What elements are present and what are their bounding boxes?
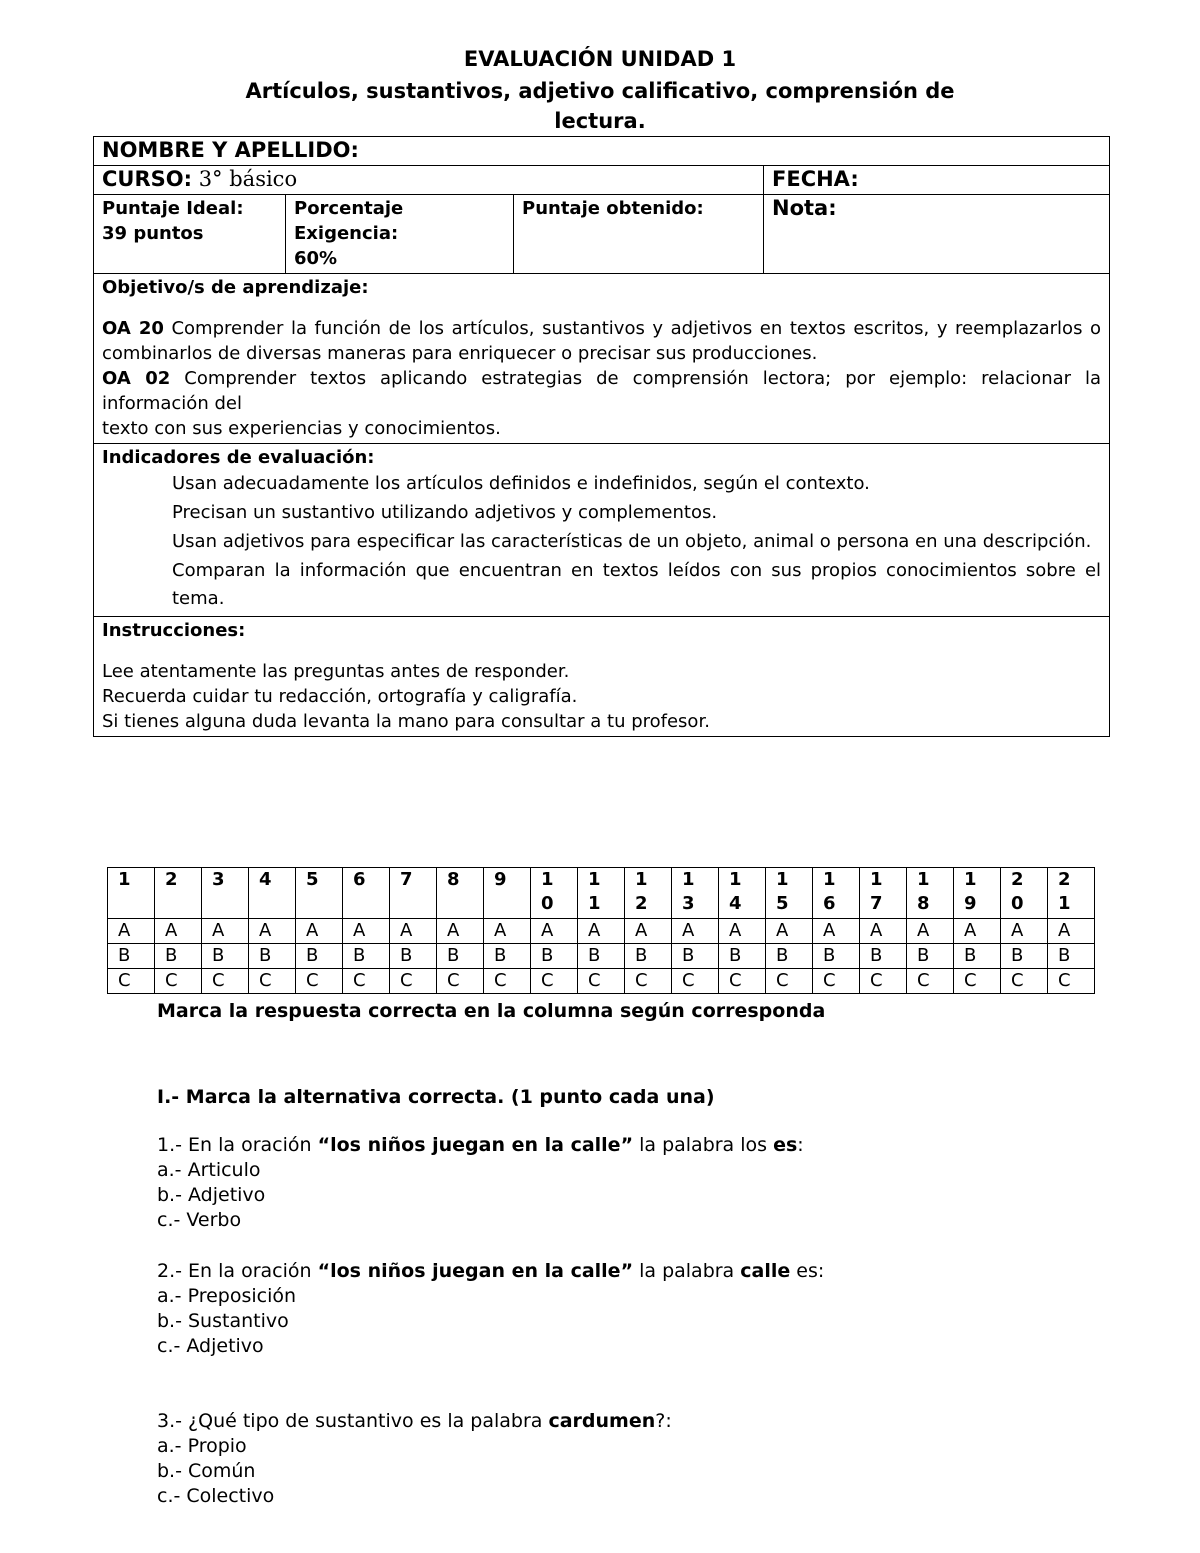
answer-grid-option-cell[interactable]: C bbox=[437, 969, 484, 994]
question-middle: la palabra los bbox=[633, 1134, 774, 1156]
answer-grid-option-cell[interactable]: C bbox=[296, 969, 343, 994]
name-label: NOMBRE Y APELLIDO: bbox=[102, 138, 359, 162]
question-number-digit: 7 bbox=[870, 893, 883, 914]
answer-grid-option-cell[interactable]: C bbox=[907, 969, 954, 994]
answer-grid-option-cell[interactable]: C bbox=[625, 969, 672, 994]
question-suffix: ?: bbox=[655, 1410, 672, 1432]
answer-option[interactable]: a.- Articulo bbox=[157, 1159, 261, 1181]
answer-option[interactable]: b.- Adjetivo bbox=[157, 1184, 266, 1206]
name-cell[interactable] bbox=[94, 137, 1110, 166]
answer-grid bbox=[107, 867, 1095, 994]
answer-grid-row-b bbox=[108, 944, 1095, 969]
question-number-digit: 1 bbox=[870, 869, 883, 890]
section-1-heading: I.- Marca la alternativa correcta. (1 punto cada una) bbox=[157, 1086, 715, 1108]
answer-grid-question-number bbox=[531, 868, 578, 919]
objective-oa02 bbox=[102, 366, 1101, 416]
answer-grid-option-cell[interactable]: A bbox=[296, 919, 343, 944]
answer-grid-option-cell[interactable]: A bbox=[390, 919, 437, 944]
answer-grid-option-cell[interactable]: A bbox=[672, 919, 719, 944]
answer-grid-option-cell[interactable]: B bbox=[155, 944, 202, 969]
question-number-digit: 1 bbox=[729, 869, 742, 890]
question-number-digit: 1 bbox=[682, 869, 695, 890]
question-bold-word: calle bbox=[740, 1260, 791, 1282]
answer-grid-question-number bbox=[296, 868, 343, 919]
answer-grid-question-number bbox=[390, 868, 437, 919]
question-number-digit: 2 bbox=[1058, 869, 1071, 890]
question-number-digit: 8 bbox=[447, 869, 460, 890]
question-number-digit: 6 bbox=[823, 893, 836, 914]
question-3 bbox=[157, 1409, 672, 1509]
answer-grid-option-cell[interactable]: A bbox=[108, 919, 155, 944]
grade-cell[interactable] bbox=[764, 195, 1110, 274]
question-number-digit: 9 bbox=[964, 893, 977, 914]
question-number-digit: 1 bbox=[635, 869, 648, 890]
oa02-code: OA 02 bbox=[102, 368, 171, 389]
answer-grid-option-cell[interactable]: A bbox=[155, 919, 202, 944]
question-stem bbox=[157, 1133, 804, 1158]
answer-grid-question-number bbox=[625, 868, 672, 919]
answer-grid-option-cell[interactable]: B bbox=[766, 944, 813, 969]
answer-grid-option-cell[interactable]: C bbox=[813, 969, 860, 994]
answer-grid-option-cell[interactable]: A bbox=[1001, 919, 1048, 944]
question-suffix: es: bbox=[790, 1260, 825, 1282]
page-title: EVALUACIÓN UNIDAD 1 bbox=[463, 47, 737, 71]
question-1 bbox=[157, 1133, 804, 1233]
ideal-score-cell bbox=[94, 195, 286, 274]
question-suffix: : bbox=[797, 1134, 804, 1156]
answer-grid-option-cell[interactable]: C bbox=[1048, 969, 1095, 994]
answer-grid-option-cell[interactable]: C bbox=[766, 969, 813, 994]
instructions-row bbox=[94, 617, 1110, 737]
question-quote: “los niños juegan en la calle” bbox=[317, 1134, 634, 1156]
obtained-score-label: Puntaje obtenido: bbox=[522, 198, 704, 219]
answer-grid-option-cell[interactable]: A bbox=[766, 919, 813, 944]
indicators-heading: Indicadores de evaluación: bbox=[102, 447, 375, 468]
answer-grid-question-number bbox=[766, 868, 813, 919]
question-number-digit: 1 bbox=[776, 869, 789, 890]
answer-grid-question-number bbox=[860, 868, 907, 919]
question-number-digit: 1 bbox=[118, 869, 131, 890]
answer-grid-question-number bbox=[249, 868, 296, 919]
indicator-item: Precisan un sustantivo utilizando adjetivos y complementos. bbox=[172, 502, 718, 523]
answer-grid-option-cell[interactable]: A bbox=[625, 919, 672, 944]
answer-grid-option-cell[interactable]: B bbox=[296, 944, 343, 969]
answer-option[interactable]: c.- Colectivo bbox=[157, 1485, 275, 1507]
answer-grid-option-cell[interactable]: B bbox=[437, 944, 484, 969]
course-cell[interactable] bbox=[94, 166, 764, 195]
answer-grid-option-cell[interactable]: B bbox=[108, 944, 155, 969]
answer-grid-option-cell[interactable]: A bbox=[531, 919, 578, 944]
question-2 bbox=[157, 1259, 824, 1359]
indicator-item: Usan adecuadamente los artículos definidos e indefinidos, según el contexto. bbox=[172, 473, 870, 494]
answer-grid-option-cell[interactable]: B bbox=[202, 944, 249, 969]
page-subtitle-cont: lectura. bbox=[554, 109, 646, 133]
answer-grid-option-cell[interactable]: A bbox=[860, 919, 907, 944]
answer-grid-option-cell[interactable]: C bbox=[1001, 969, 1048, 994]
question-number-digit: 3 bbox=[212, 869, 225, 890]
answer-grid-option-cell[interactable]: A bbox=[437, 919, 484, 944]
answer-option[interactable]: c.- Adjetivo bbox=[157, 1335, 264, 1357]
indicator-item: Usan adjetivos para especificar las características de un objeto, animal o persona en una descripción. bbox=[172, 531, 1092, 552]
answer-grid-option-cell[interactable]: B bbox=[954, 944, 1001, 969]
question-number-digit: 0 bbox=[1011, 893, 1024, 914]
obtained-score-cell[interactable] bbox=[514, 195, 764, 274]
header-table bbox=[93, 136, 1110, 737]
question-number-digit: 2 bbox=[635, 893, 648, 914]
answer-grid-question-number bbox=[672, 868, 719, 919]
answer-grid-question-number bbox=[813, 868, 860, 919]
answer-grid-option-cell[interactable]: B bbox=[813, 944, 860, 969]
question-stem bbox=[157, 1409, 672, 1434]
percentage-cell bbox=[286, 195, 514, 274]
course-label: CURSO: bbox=[102, 167, 193, 191]
answer-grid-option-cell[interactable]: B bbox=[484, 944, 531, 969]
answer-grid-row-c bbox=[108, 969, 1095, 994]
answer-grid-option-cell[interactable]: B bbox=[249, 944, 296, 969]
question-quote: “los niños juegan en la calle” bbox=[317, 1260, 634, 1282]
answer-grid-option-cell[interactable]: C bbox=[202, 969, 249, 994]
answer-grid-question-number bbox=[484, 868, 531, 919]
answer-grid-option-cell[interactable]: C bbox=[954, 969, 1001, 994]
question-number-digit: 4 bbox=[729, 893, 742, 914]
indicators-list bbox=[102, 470, 1101, 613]
question-bold-word: cardumen bbox=[548, 1410, 656, 1432]
question-bold-word: es bbox=[773, 1134, 798, 1156]
question-number-digit: 1 bbox=[588, 893, 601, 914]
answer-grid-option-cell[interactable]: B bbox=[1001, 944, 1048, 969]
answer-grid-option-cell[interactable]: A bbox=[907, 919, 954, 944]
page-subtitle: Artículos, sustantivos, adjetivo calificativo, comprensión de bbox=[245, 79, 955, 103]
answer-grid-option-cell[interactable]: B bbox=[672, 944, 719, 969]
answer-grid-option-cell[interactable]: C bbox=[484, 969, 531, 994]
course-value: 3° básico bbox=[192, 167, 298, 191]
answer-grid-option-cell[interactable]: A bbox=[484, 919, 531, 944]
answer-option[interactable]: c.- Verbo bbox=[157, 1209, 242, 1231]
answer-grid-option-cell[interactable]: A bbox=[578, 919, 625, 944]
grade-label: Nota: bbox=[772, 196, 837, 220]
answer-grid-option-cell[interactable]: A bbox=[1048, 919, 1095, 944]
question-number-digit: 0 bbox=[541, 893, 554, 914]
name-row bbox=[94, 137, 1110, 166]
answer-grid-option-cell[interactable]: B bbox=[625, 944, 672, 969]
answer-grid-option-cell[interactable]: C bbox=[860, 969, 907, 994]
answer-grid-option-cell[interactable]: C bbox=[531, 969, 578, 994]
question-number-digit: 3 bbox=[682, 893, 695, 914]
answer-grid-question-number bbox=[719, 868, 766, 919]
answer-grid-numbers-row bbox=[108, 868, 1095, 919]
answer-grid-option-cell[interactable]: A bbox=[813, 919, 860, 944]
answer-grid-row-a bbox=[108, 919, 1095, 944]
percentage-value: 60% bbox=[294, 248, 338, 269]
answer-grid-option-cell[interactable]: B bbox=[531, 944, 578, 969]
oa20-text: Comprender la función de los artículos, sustantivos y adjetivos en textos escritos, y reemplazarlos o combinarlos de diversas maneras para enriquecer o precisar sus producciones. bbox=[102, 318, 1102, 364]
question-number-digit: 1 bbox=[964, 869, 977, 890]
ideal-score-label: Puntaje Ideal: bbox=[102, 198, 244, 219]
question-number-digit: 1 bbox=[917, 869, 930, 890]
answer-option[interactable]: a.- Preposición bbox=[157, 1285, 297, 1307]
oa02-text-cont: texto con sus experiencias y conocimientos. bbox=[102, 418, 501, 439]
answer-grid-option-cell[interactable]: C bbox=[719, 969, 766, 994]
instruction-line: Recuerda cuidar tu redacción, ortografía y caligrafía. bbox=[102, 686, 578, 707]
question-middle: la palabra bbox=[633, 1260, 741, 1282]
date-label: FECHA: bbox=[772, 167, 859, 191]
answer-grid-question-number bbox=[954, 868, 1001, 919]
answer-grid-option-cell[interactable]: C bbox=[390, 969, 437, 994]
objective-oa20 bbox=[102, 316, 1101, 366]
answer-grid-option-cell[interactable]: A bbox=[954, 919, 1001, 944]
oa02-text: Comprender textos aplicando estrategias de comprensión lectora; por ejemplo: relacionar la información del bbox=[102, 368, 1102, 414]
question-number-digit: 8 bbox=[917, 893, 930, 914]
answer-grid-question-number bbox=[578, 868, 625, 919]
answer-grid-question-number bbox=[1048, 868, 1095, 919]
question-number-digit: 1 bbox=[588, 869, 601, 890]
answer-grid-option-cell[interactable]: B bbox=[860, 944, 907, 969]
answer-option[interactable]: a.- Propio bbox=[157, 1435, 247, 1457]
question-number-digit: 6 bbox=[353, 869, 366, 890]
answer-grid-question-number bbox=[108, 868, 155, 919]
answer-option[interactable]: b.- Sustantivo bbox=[157, 1310, 289, 1332]
question-number-digit: 2 bbox=[165, 869, 178, 890]
indicators-row bbox=[94, 444, 1110, 617]
objectives-row bbox=[94, 274, 1110, 444]
answer-grid-question-number bbox=[437, 868, 484, 919]
answer-grid-option-cell[interactable]: C bbox=[672, 969, 719, 994]
answer-grid-question-number bbox=[907, 868, 954, 919]
answer-grid-option-cell[interactable]: A bbox=[202, 919, 249, 944]
ideal-score-value: 39 puntos bbox=[102, 223, 204, 244]
answer-grid-option-cell[interactable]: A bbox=[343, 919, 390, 944]
date-cell[interactable] bbox=[764, 166, 1110, 195]
question-number-digit: 1 bbox=[823, 869, 836, 890]
answer-grid-option-cell[interactable]: B bbox=[719, 944, 766, 969]
question-prefix: 2.- En la oración bbox=[157, 1260, 318, 1282]
question-number-digit: 1 bbox=[1058, 893, 1071, 914]
answer-grid-option-cell[interactable]: A bbox=[719, 919, 766, 944]
answer-grid-question-number bbox=[202, 868, 249, 919]
indicator-item: Comparan la información que encuentran en textos leídos con sus propios conocimientos sobre el tema. bbox=[172, 560, 1102, 609]
answer-grid-question-number bbox=[1001, 868, 1048, 919]
question-number-digit: 4 bbox=[259, 869, 272, 890]
oa20-code: OA 20 bbox=[102, 318, 164, 339]
answer-grid-option-cell[interactable]: C bbox=[578, 969, 625, 994]
question-prefix: 3.- ¿Qué tipo de sustantivo es la palabra bbox=[157, 1410, 549, 1432]
question-number-digit: 5 bbox=[306, 869, 319, 890]
question-prefix: 1.- En la oración bbox=[157, 1134, 318, 1156]
answer-grid-question-number bbox=[155, 868, 202, 919]
question-number-digit: 2 bbox=[1011, 869, 1024, 890]
objectives-heading: Objetivo/s de aprendizaje: bbox=[102, 277, 369, 298]
instruction-line: Lee atentamente las preguntas antes de responder. bbox=[102, 661, 570, 682]
answer-grid-option-cell[interactable]: C bbox=[108, 969, 155, 994]
score-row bbox=[94, 195, 1110, 274]
instructions-heading: Instrucciones: bbox=[102, 620, 246, 641]
answer-grid-option-cell[interactable]: B bbox=[1048, 944, 1095, 969]
question-number-digit: 1 bbox=[541, 869, 554, 890]
answer-grid-option-cell[interactable]: B bbox=[343, 944, 390, 969]
answer-grid-option-cell[interactable]: C bbox=[155, 969, 202, 994]
answer-grid-option-cell[interactable]: C bbox=[249, 969, 296, 994]
instruction-line: Si tienes alguna duda levanta la mano para consultar a tu profesor. bbox=[102, 711, 710, 732]
answer-grid-option-cell[interactable]: B bbox=[578, 944, 625, 969]
answer-grid-note: Marca la respuesta correcta en la columna según corresponda bbox=[157, 1000, 826, 1022]
objectives-cell bbox=[94, 274, 1110, 444]
answer-grid-option-cell[interactable]: A bbox=[249, 919, 296, 944]
answer-grid-option-cell[interactable]: C bbox=[343, 969, 390, 994]
answer-option[interactable]: b.- Común bbox=[157, 1460, 256, 1482]
question-number-digit: 5 bbox=[776, 893, 789, 914]
course-row bbox=[94, 166, 1110, 195]
instructions-cell bbox=[94, 617, 1110, 737]
answer-grid-option-cell[interactable]: B bbox=[907, 944, 954, 969]
question-number-digit: 7 bbox=[400, 869, 413, 890]
question-number-digit: 9 bbox=[494, 869, 507, 890]
indicators-cell bbox=[94, 444, 1110, 617]
answer-grid-option-cell[interactable]: B bbox=[390, 944, 437, 969]
percentage-label: Porcentaje Exigencia: bbox=[294, 198, 404, 244]
answer-grid-question-number bbox=[343, 868, 390, 919]
question-stem bbox=[157, 1259, 824, 1284]
